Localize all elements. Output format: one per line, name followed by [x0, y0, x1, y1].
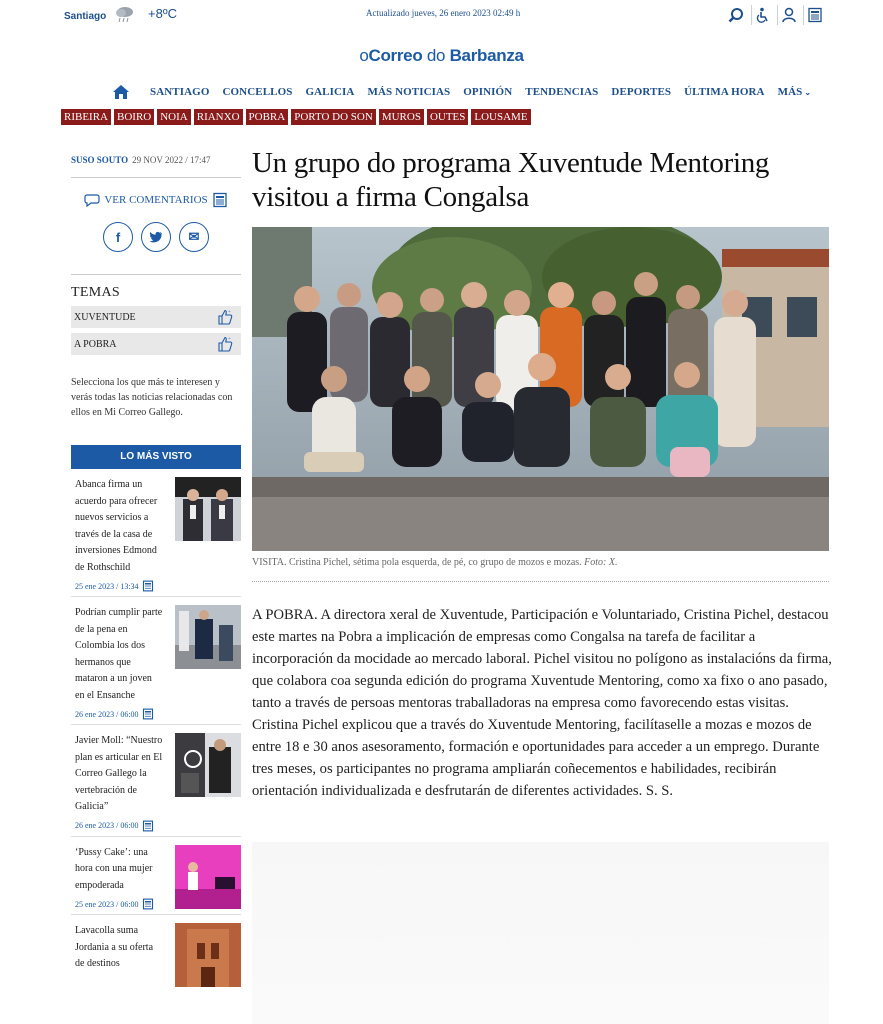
most-viewed-date: 26 ene 2023 / 06:00 [75, 820, 163, 832]
most-viewed-title[interactable]: Podrían cumplir parte de la pena en Colombia los dos hermanos que mataron a un joven en el Ensanche [75, 607, 163, 701]
most-viewed-date: 25 ene 2023 / 13:34 [75, 580, 163, 592]
most-viewed-title[interactable]: Abanca firma un acuerdo para ofrecer nuevos servicios a través de la casa de inversiones Edmond de Rothschild [75, 479, 158, 573]
tag-rianxo[interactable]: RIANXO [194, 109, 243, 125]
byline [71, 155, 241, 165]
thumbs-up-icon [217, 309, 233, 325]
comments-label: VER COMENTARIOS [104, 194, 208, 206]
thumbnail-image[interactable] [175, 605, 241, 669]
nav-santiago[interactable]: SANTIAGO [150, 86, 210, 98]
list-item[interactable] [71, 597, 241, 725]
top-bar [0, 0, 883, 34]
newspaper-icon [142, 820, 154, 832]
main-nav [112, 84, 824, 100]
ad-placeholder [252, 842, 829, 1024]
newspaper-button[interactable] [803, 5, 825, 25]
email-icon: ✉ [188, 229, 200, 244]
accessibility-button[interactable] [751, 5, 773, 25]
list-item[interactable] [71, 837, 241, 916]
tag-noia[interactable]: NOIA [157, 109, 191, 125]
nav-mas-label: MÁS [777, 86, 803, 98]
nav-deportes[interactable]: DEPORTES [611, 86, 672, 98]
weather-city[interactable]: Santiago [64, 11, 107, 22]
updated-timestamp: Actualizado jueves, 26 enero 2023 02:49 h [366, 8, 521, 18]
logo-o: o [359, 46, 369, 65]
logo-do: do [422, 46, 450, 65]
divider [71, 177, 241, 178]
user-button[interactable] [777, 5, 799, 25]
photo-credit: Foto: X. [584, 557, 618, 568]
logo-correo: Correo [368, 46, 423, 65]
tag-pobra[interactable]: POBRA [246, 109, 289, 125]
list-item[interactable] [71, 469, 241, 597]
comment-icon [84, 193, 100, 207]
site-logo[interactable] [0, 46, 883, 66]
newspaper-icon [807, 7, 823, 23]
list-item[interactable] [71, 725, 241, 837]
nav-concellos[interactable]: CONCELLOS [222, 86, 293, 98]
article-photo[interactable] [252, 227, 829, 551]
thumbs-up-icon [217, 336, 233, 352]
top-icons [725, 5, 825, 25]
newspaper-icon [142, 580, 154, 592]
most-viewed-date: 25 ene 2023 / 06:00 [75, 898, 163, 910]
logo-barbanza: Barbanza [449, 46, 524, 65]
home-icon[interactable] [112, 84, 130, 100]
svg-text:+: + [228, 310, 231, 315]
nav-opinion[interactable]: OPINIÓN [463, 86, 513, 98]
search-icon [728, 7, 744, 23]
most-viewed-date: 26 ene 2023 / 06:00 [75, 708, 163, 720]
lo-mas-visto-heading: LO MÁS VISTO [71, 445, 241, 469]
newspaper-icon [142, 708, 154, 720]
tag-porto-do-son[interactable]: PORTO DO SON [291, 109, 376, 125]
tema-label: XUVENTUDE [74, 311, 136, 323]
thumbnail-image[interactable] [175, 733, 241, 797]
divider [252, 581, 829, 582]
list-item[interactable] [71, 915, 241, 991]
nav-mas-noticias[interactable]: MÁS NOTICIAS [367, 86, 451, 98]
tema-label: A POBRA [74, 338, 117, 350]
tag-outes[interactable]: OUTES [427, 109, 468, 125]
facebook-share-button[interactable] [103, 222, 133, 252]
tema-a-pobra[interactable] [71, 333, 241, 355]
left-sidebar [71, 145, 241, 991]
cloud-rain-icon [114, 5, 136, 23]
divider [71, 274, 241, 275]
newspaper-icon [142, 898, 154, 910]
search-button[interactable] [725, 5, 747, 25]
most-viewed-title[interactable]: Lavacolla suma Jordania a su oferta de destinos [75, 925, 154, 969]
photo-caption: VISITA. Cristina Pichel, sétima pola esquerda, de pé, co grupo de mozos e mozas. Foto: X. [252, 557, 618, 568]
article-body: A POBRA. A directora xeral de Xuventude, Participación e Voluntariado, Cristina Pichel, destacou este martes na Pobra a implicación de empresas como Congalsa na tarefa de facilitar a incorporación da mocidade ao mercado laboral. Pichel visitou no polígono as instalacións da firma, que colabora coa segunda edición do programa Xuventude Mentoring, como xa fixo o ano pasado, tanto a través de persoas mentoras traballadoras na empresa como favorecendo estas visitas. Cristina Pichel explicou que a través do Xuventude Mentoring, facilítaselle a mozas e mozos de entre 18 e 30 anos asesoramento, formación e oportunidades para acceder a un emprego. Durante tres meses, os participantes no programa ampliarán coñecementos e habilidades, recibirán orientación individualizada e desfrutarán de diferentes actividades. S. S. [252, 607, 832, 799]
thumbnail-image[interactable] [175, 923, 241, 987]
svg-text:+: + [228, 337, 231, 342]
most-viewed-title[interactable]: ‘Pussy Cake’: una hora con una mujer empoderada [75, 846, 153, 891]
email-share-button[interactable] [179, 222, 209, 252]
accessibility-icon [755, 7, 771, 23]
article-headline: Un grupo do programa Xuventude Mentoring visitou a firma Congalsa [252, 147, 770, 213]
temas-heading: TEMAS [71, 285, 120, 300]
newspaper-icon [212, 192, 228, 208]
share-buttons [71, 222, 241, 252]
twitter-icon [149, 231, 163, 243]
concellos-tags [61, 109, 531, 125]
tag-boiro[interactable]: BOIRO [114, 109, 154, 125]
thumbnail-image[interactable] [175, 477, 241, 541]
twitter-share-button[interactable] [141, 222, 171, 252]
nav-galicia[interactable]: GALICIA [305, 86, 355, 98]
weather-temperature: +8ºC [148, 6, 177, 21]
publish-date: 29 NOV 2022 / 17:47 [132, 155, 211, 165]
tag-lousame[interactable]: LOUSAME [471, 109, 530, 125]
nav-ultima-hora[interactable]: ÚLTIMA HORA [684, 86, 765, 98]
tag-muros[interactable]: MUROS [379, 109, 424, 125]
author-name[interactable]: SUSO SOUTO [71, 155, 129, 165]
comments-link[interactable] [71, 192, 241, 208]
facebook-icon: f [115, 229, 121, 245]
nav-tendencias[interactable]: TENDENCIAS [525, 86, 599, 98]
thumbnail-image[interactable] [175, 845, 241, 909]
user-icon [781, 7, 797, 23]
most-viewed-title[interactable]: Javier Moll: “Nuestro plan es articular en El Correo Gallego la vertebración de Galicia” [75, 735, 163, 812]
tag-ribeira[interactable]: RIBEIRA [61, 109, 111, 125]
nav-mas-dropdown[interactable] [778, 86, 812, 98]
temas-info: Selecciona los que más te interesen y verás todas las noticias relacionadas con ellos en Mi Correo Gallego. [71, 377, 233, 418]
chevron-down-icon: ⌄ [804, 88, 812, 97]
tema-xuventude[interactable] [71, 306, 241, 328]
